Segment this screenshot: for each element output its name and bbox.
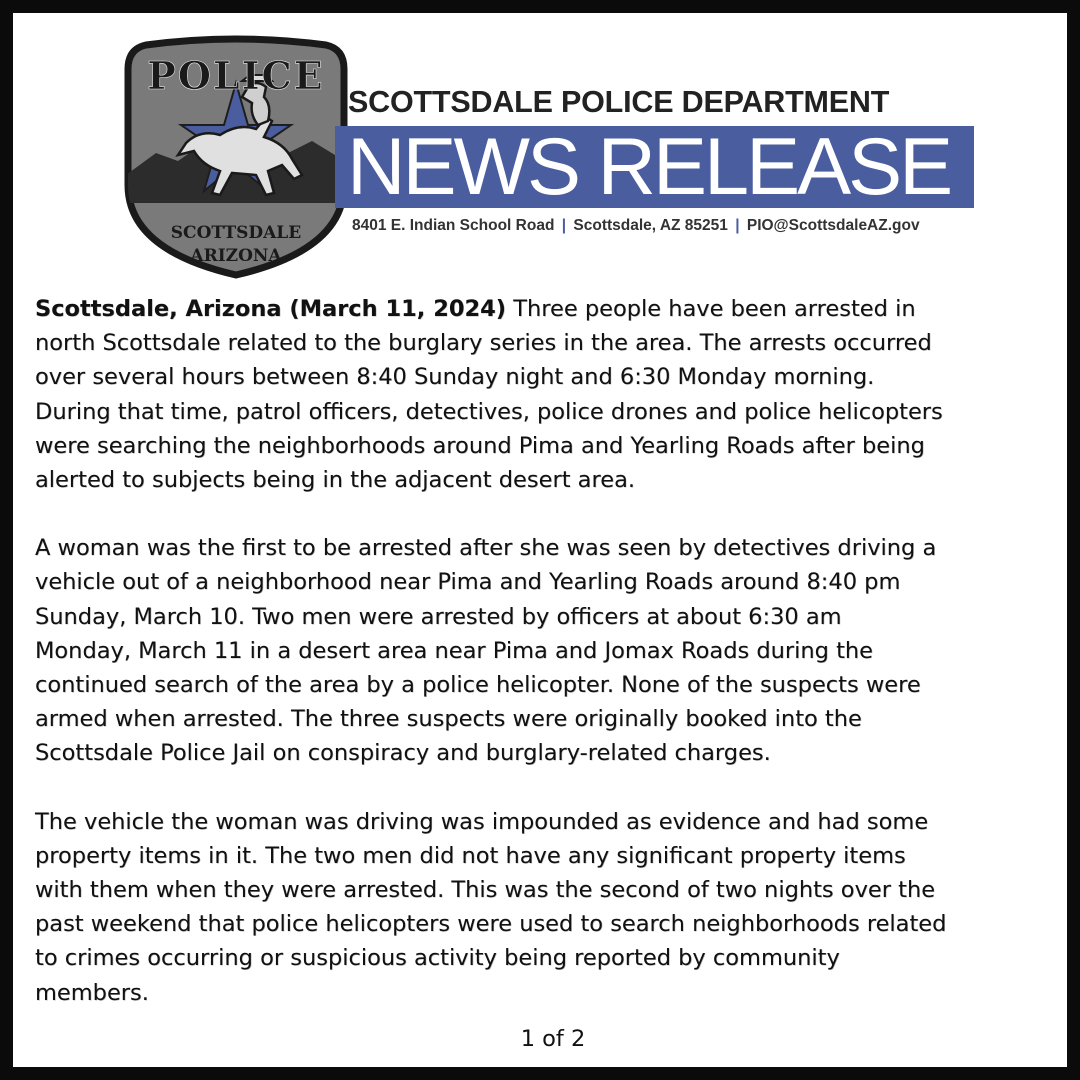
- separator: |: [735, 217, 740, 234]
- text-line: Scottsdale Police Jail on conspiracy and burglary-related charges.: [35, 740, 771, 767]
- text-line: members.: [35, 979, 149, 1006]
- paragraph-2: [35, 531, 1071, 770]
- text-line: The vehicle the woman was driving was impounded as evidence and had some: [35, 808, 929, 835]
- article-body: [35, 292, 1071, 1044]
- text-line: past weekend that police helicopters were used to search neighborhoods related: [35, 911, 947, 938]
- text-line: continued search of the area by a police helicopter. None of the suspects were: [35, 672, 921, 699]
- text-line: alerted to subjects being in the adjacent desert area.: [35, 467, 636, 494]
- badge-state-text: ARIZONA: [190, 246, 282, 266]
- text-line: Three people have been arrested in: [506, 296, 916, 322]
- badge-top-text: POLICE: [147, 53, 325, 98]
- contact-email: PIO@ScottsdaleAZ.gov: [746, 217, 920, 234]
- city-zip: Scottsdale, AZ 85251: [573, 217, 728, 234]
- police-badge-logo: [116, 25, 356, 283]
- page-indicator: 1 of 2: [520, 1026, 586, 1052]
- text-line: A woman was the first to be arrested after she was seen by detectives driving a: [35, 535, 937, 562]
- badge-emblem-icon: [116, 25, 356, 283]
- badge-city-text: SCOTTSDALE: [170, 223, 302, 243]
- text-line: to crimes occurring or suspicious activity being reported by community: [35, 945, 840, 972]
- paragraph-1: [35, 292, 1071, 497]
- news-release-title: NEWS RELEASE: [347, 122, 951, 212]
- dateline: Scottsdale, Arizona (March 11, 2024): [35, 296, 507, 322]
- text-line: Sunday, March 10. Two men were arrested by officers at about 6:30 am: [35, 603, 842, 630]
- text-line: During that time, patrol officers, detectives, police drones and police helicopters: [35, 398, 943, 425]
- text-line: property items in it. The two men did not have any significant property items: [35, 842, 906, 869]
- text-line: were searching the neighborhoods around Pima and Yearling Roads after being: [35, 432, 925, 459]
- paragraph-3: [35, 805, 1071, 1010]
- text-line: north Scottsdale related to the burglary series in the area. The arrests occurred: [35, 330, 932, 357]
- contact-line: [352, 217, 920, 235]
- text-line: over several hours between 8:40 Sunday night and 6:30 Monday morning.: [35, 364, 875, 391]
- separator: |: [561, 217, 567, 234]
- text-line: vehicle out of a neighborhood near Pima and Yearling Roads around 8:40 pm: [35, 569, 901, 596]
- street-address: 8401 E. Indian School Road: [352, 217, 555, 234]
- text-line: Monday, March 11 in a desert area near Pima and Jomax Roads during the: [35, 637, 874, 664]
- text-line: armed when arrested. The three suspects were originally booked into the: [35, 706, 862, 733]
- department-name: SCOTTSDALE POLICE DEPARTMENT: [348, 85, 890, 119]
- text-line: with them when they were arrested. This was the second of two nights over the: [35, 877, 936, 904]
